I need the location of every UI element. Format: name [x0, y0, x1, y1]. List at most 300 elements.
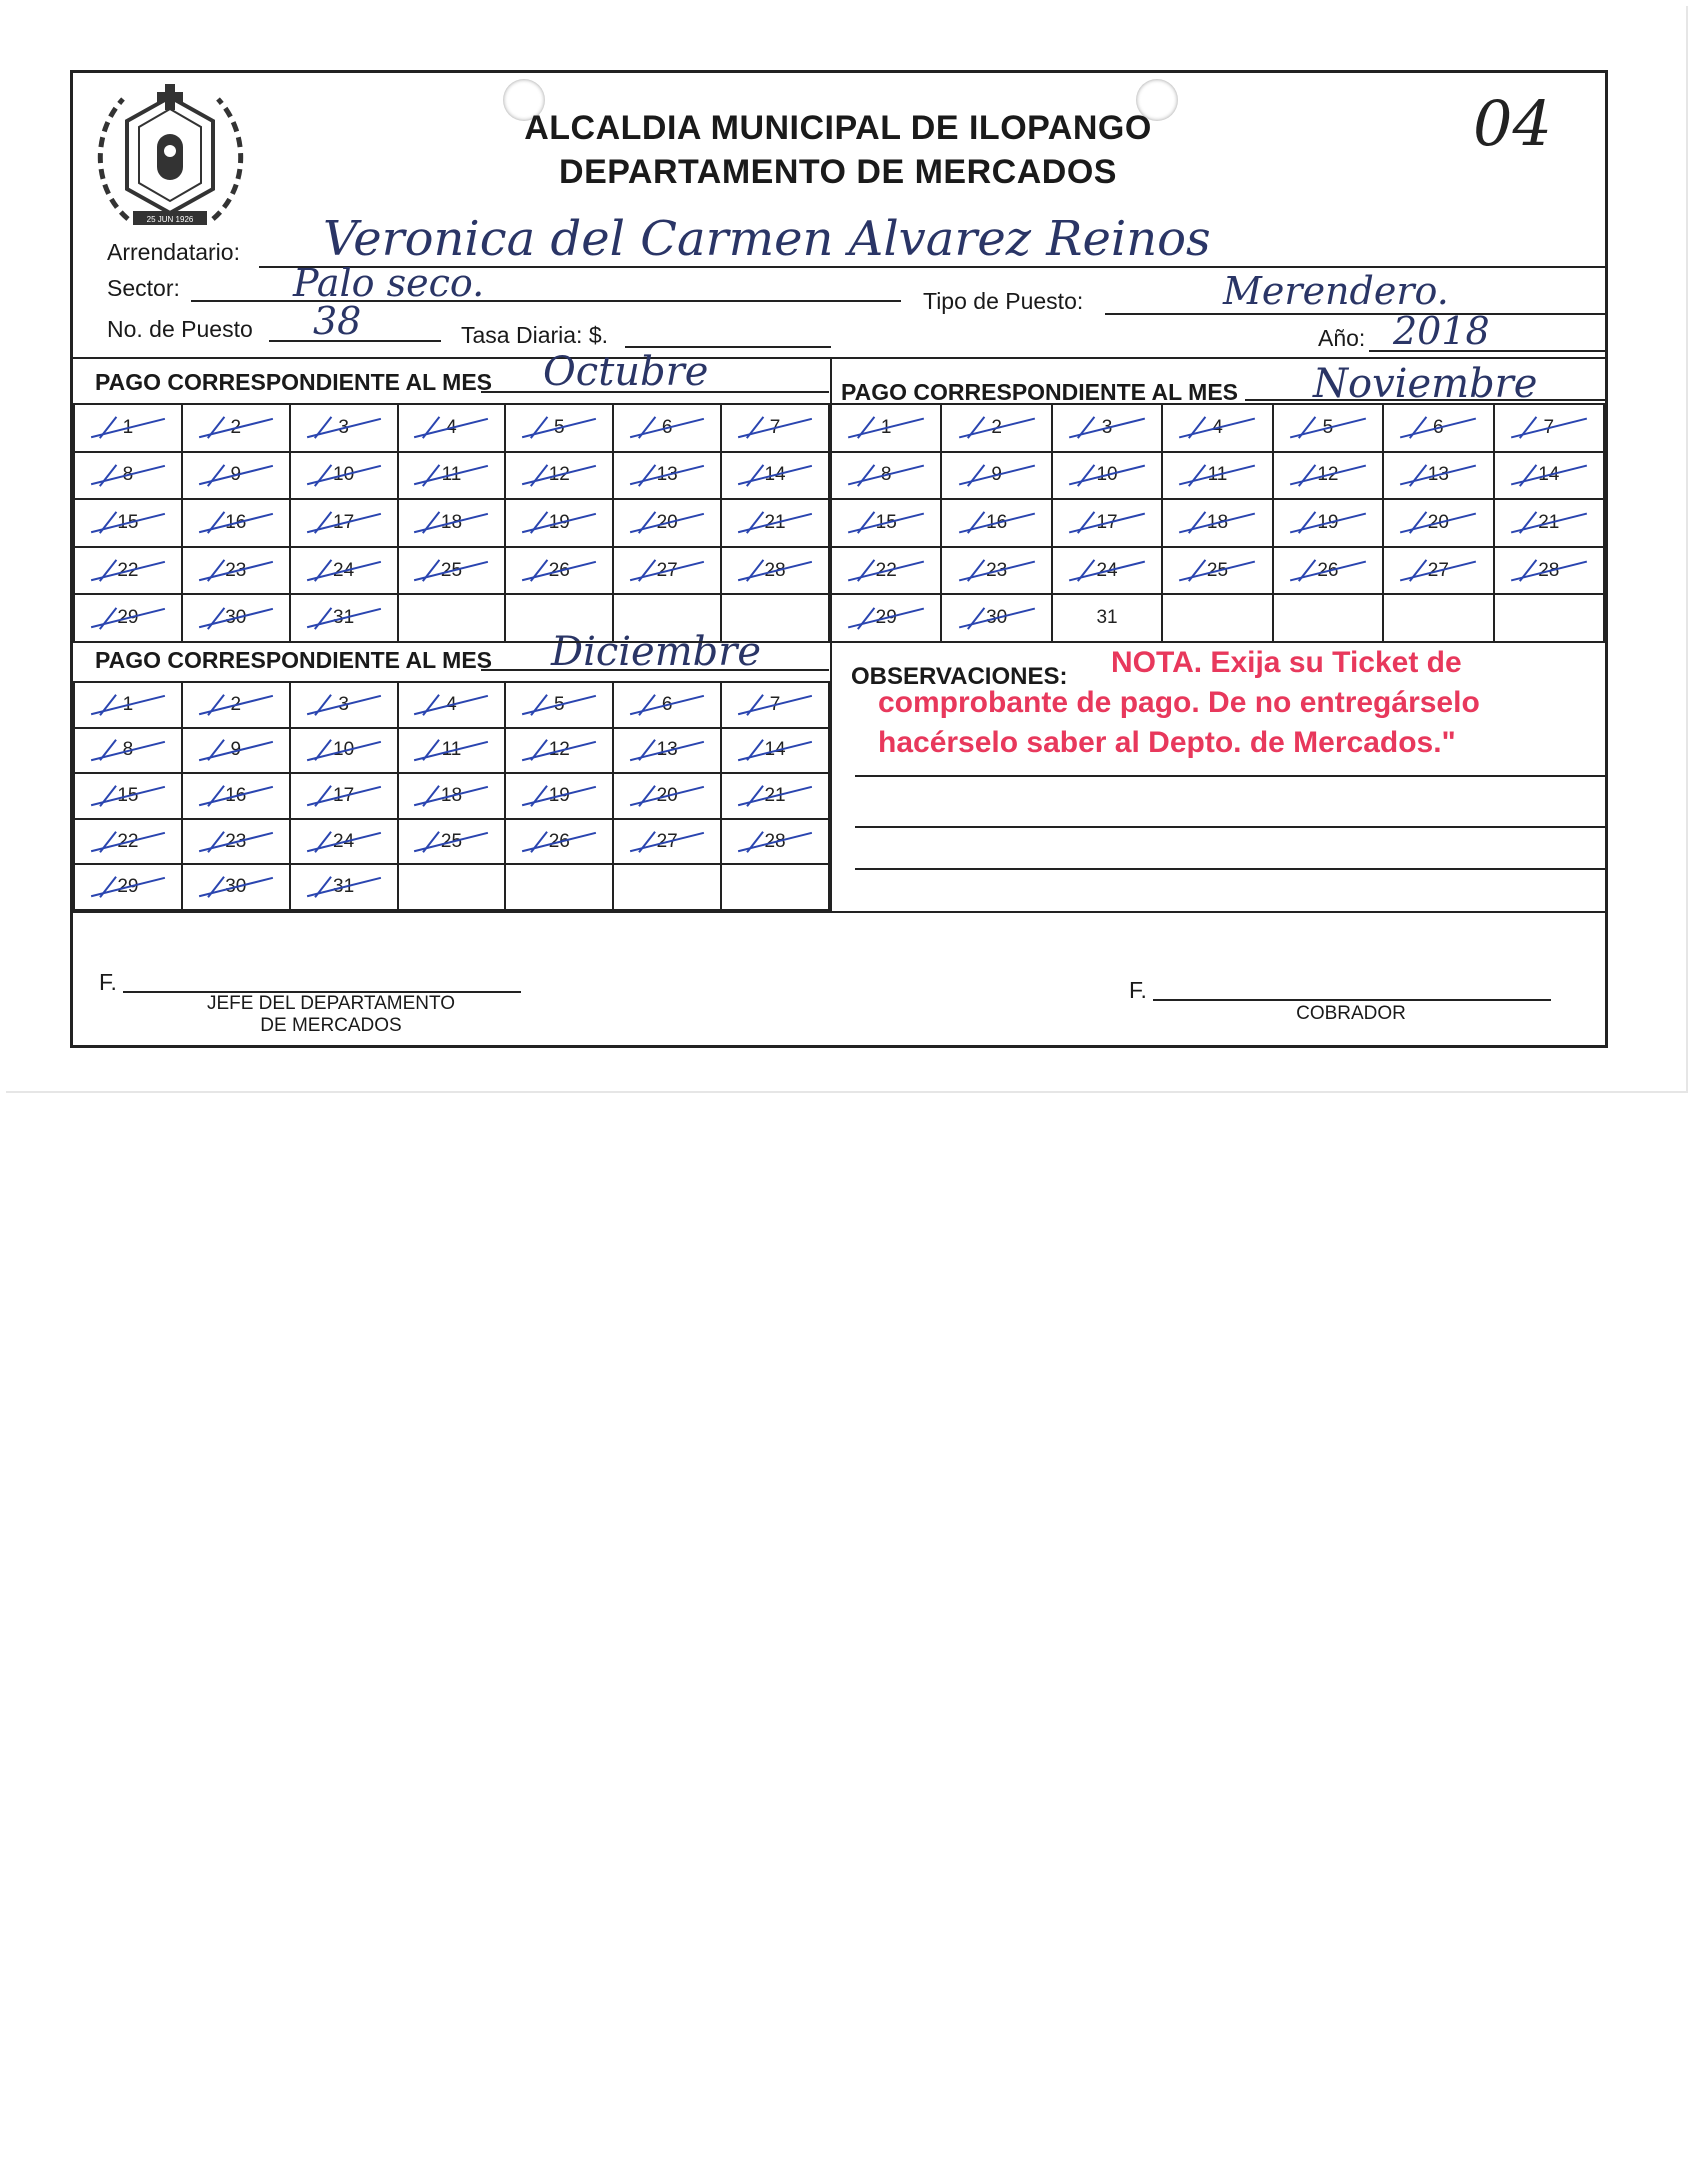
- day-number: 11: [441, 464, 462, 486]
- day-cell: [74, 864, 182, 910]
- day-cell: [505, 499, 613, 547]
- day-cell: [74, 728, 182, 774]
- day-cell: [182, 864, 290, 910]
- day-cell: [398, 452, 506, 500]
- day-number: 27: [656, 830, 678, 852]
- day-number: 26: [548, 830, 570, 852]
- day-number: 16: [225, 511, 247, 533]
- day-number: 15: [117, 784, 139, 806]
- day-number: 13: [656, 739, 678, 761]
- day-cell: [74, 594, 182, 642]
- day-cell: [721, 452, 829, 500]
- day-number: 25: [440, 559, 463, 581]
- month-value-diciembre: Diciembre: [551, 629, 762, 675]
- paid-check-icon: [315, 831, 333, 853]
- paid-check-icon: [206, 416, 224, 439]
- paid-check-icon: [206, 559, 224, 582]
- day-cell: [721, 773, 829, 819]
- day-cell: [721, 404, 829, 452]
- day-cell: [1273, 547, 1383, 595]
- day-cell: [290, 864, 398, 910]
- paid-check-icon: [1298, 512, 1316, 535]
- note-line-3: hacérselo saber al Depto. de Mercados.": [878, 726, 1456, 759]
- grid-row: [74, 547, 829, 595]
- paid-check-icon: [1408, 559, 1426, 582]
- paid-check-icon: [1188, 559, 1206, 582]
- day-cell: [182, 819, 290, 865]
- day-number: 15: [875, 511, 897, 533]
- day-number: 19: [1317, 511, 1339, 533]
- grid-row: [74, 819, 829, 865]
- day-number: 24: [333, 830, 355, 852]
- paid-check-icon: [1077, 416, 1095, 439]
- day-number: 18: [440, 511, 463, 533]
- paid-check-icon: [99, 416, 117, 439]
- day-cell: [182, 728, 290, 774]
- day-cell: [182, 452, 290, 500]
- paid-check-icon: [1408, 512, 1426, 535]
- month-value-noviembre: Noviembre: [1313, 361, 1538, 407]
- paid-check-icon: [746, 464, 764, 487]
- day-number: 15: [117, 511, 139, 533]
- day-number: 17: [333, 784, 355, 806]
- sector-label: Sector:: [107, 275, 180, 301]
- day-number: 12: [548, 739, 570, 761]
- no-puesto-value: 38: [313, 299, 362, 343]
- signature-f-right: F.: [1129, 977, 1147, 1003]
- day-cell: [290, 404, 398, 452]
- day-number: 11: [1207, 464, 1228, 486]
- day-number: 3: [338, 416, 349, 438]
- paid-check-icon: [967, 512, 985, 535]
- day-cell: [398, 547, 506, 595]
- day-number: 5: [554, 416, 565, 438]
- paid-check-icon: [530, 694, 548, 716]
- day-cell: [721, 819, 829, 865]
- day-cell: [1383, 452, 1493, 500]
- day-cell: [182, 499, 290, 547]
- day-number: 8: [122, 464, 134, 486]
- paid-check-icon: [314, 512, 332, 535]
- day-cell: [505, 682, 613, 728]
- day-cell: [613, 682, 721, 728]
- day-number: 6: [661, 693, 673, 715]
- day-cell: [398, 499, 506, 547]
- day-cell: [613, 819, 721, 865]
- day-number: 24: [1096, 559, 1118, 581]
- paid-check-icon: [99, 607, 117, 630]
- day-cell: [74, 404, 182, 452]
- payment-card: [70, 70, 1608, 1048]
- day-number: 6: [661, 416, 673, 438]
- day-cell: [505, 452, 613, 500]
- day-cell: [182, 682, 290, 728]
- day-number: 20: [656, 511, 678, 533]
- paid-check-icon: [638, 416, 656, 439]
- day-cell: [505, 728, 613, 774]
- day-cell: [74, 773, 182, 819]
- signature-f-left: F.: [99, 969, 117, 995]
- day-cell: [290, 499, 398, 547]
- day-number: 2: [991, 416, 1002, 438]
- tipo-puesto-line: [1105, 313, 1605, 315]
- day-number: 31: [333, 607, 355, 629]
- day-cell: [1162, 594, 1272, 642]
- paid-check-icon: [967, 416, 985, 439]
- day-cell: [941, 594, 1051, 642]
- day-cell: [74, 547, 182, 595]
- paid-check-icon: [856, 559, 874, 582]
- day-cell: [1162, 547, 1272, 595]
- day-cell: [505, 594, 613, 642]
- day-number: 9: [230, 464, 242, 486]
- day-number: 4: [1212, 416, 1223, 438]
- day-cell: [1162, 499, 1272, 547]
- day-number: 19: [548, 784, 570, 806]
- day-number: 9: [991, 464, 1002, 486]
- paid-check-icon: [746, 831, 764, 853]
- paid-check-icon: [1188, 512, 1206, 535]
- grid-row: [831, 452, 1604, 500]
- grid-row: [74, 452, 829, 500]
- paid-check-icon: [856, 512, 874, 535]
- day-number: 7: [1543, 416, 1555, 438]
- day-number: 1: [122, 416, 134, 438]
- paid-check-icon: [422, 739, 440, 761]
- paid-check-icon: [967, 464, 985, 487]
- day-number: 30: [225, 876, 247, 898]
- day-number: 5: [1322, 416, 1334, 438]
- municipal-seal-icon: [83, 79, 258, 239]
- paid-check-icon: [315, 785, 333, 807]
- paid-check-icon: [746, 694, 764, 716]
- day-number: 13: [1427, 464, 1449, 486]
- day-number: 21: [1538, 511, 1560, 533]
- divider: [73, 357, 1605, 359]
- day-cell: [1494, 404, 1604, 452]
- day-cell: [1383, 547, 1493, 595]
- paid-check-icon: [1188, 416, 1206, 439]
- paid-check-icon: [99, 512, 117, 535]
- day-number: 5: [554, 693, 565, 715]
- day-cell: [182, 773, 290, 819]
- day-number: 25: [1206, 559, 1229, 581]
- card-number: 04: [1473, 87, 1552, 160]
- paid-check-icon: [315, 694, 333, 716]
- day-cell: [721, 547, 829, 595]
- day-number: 18: [1206, 511, 1229, 533]
- day-number: 8: [880, 464, 892, 486]
- paid-check-icon: [638, 464, 656, 487]
- day-cell: [721, 594, 829, 642]
- month-label-1: PAGO CORRESPONDIENTE AL MES: [95, 369, 493, 395]
- day-cell: [1494, 547, 1604, 595]
- anio-label: Año:: [1318, 325, 1366, 351]
- paid-check-icon: [1077, 559, 1095, 582]
- grid-row: [831, 547, 1604, 595]
- paid-check-icon: [1519, 464, 1537, 487]
- grid-row: [74, 404, 829, 452]
- paid-check-icon: [530, 831, 548, 853]
- day-cell: [1273, 404, 1383, 452]
- day-number: 22: [875, 559, 897, 581]
- paid-check-icon: [422, 464, 440, 487]
- day-number: 28: [1538, 559, 1560, 581]
- paid-check-icon: [422, 512, 440, 535]
- paid-check-icon: [638, 559, 656, 582]
- paid-check-icon: [638, 512, 656, 535]
- day-number: 7: [769, 416, 781, 438]
- day-cell: [1273, 594, 1383, 642]
- diciembre-day-grid: [73, 681, 830, 911]
- paid-check-icon: [1519, 559, 1537, 582]
- day-cell: [613, 594, 721, 642]
- day-cell: [74, 452, 182, 500]
- arrendatario-value: Veronica del Carmen Alvarez Reinos: [323, 211, 1211, 267]
- day-cell: [290, 773, 398, 819]
- tasa-diaria-line: [625, 346, 831, 348]
- day-number: 12: [548, 464, 570, 486]
- paid-check-icon: [206, 607, 224, 630]
- day-cell: [831, 499, 941, 547]
- day-cell: [721, 864, 829, 910]
- paid-check-icon: [99, 559, 117, 582]
- grid-row: [831, 594, 1604, 642]
- day-number: 17: [333, 511, 355, 533]
- day-number: 2: [230, 693, 242, 715]
- octubre-day-grid: [73, 403, 830, 643]
- paid-check-icon: [99, 739, 117, 761]
- day-cell: [721, 682, 829, 728]
- title-line-2: DEPARTAMENTO DE MERCADOS: [559, 153, 1117, 191]
- day-number: 26: [1317, 559, 1339, 581]
- day-number: 1: [880, 416, 892, 438]
- day-cell: [1052, 404, 1162, 452]
- day-number: 19: [548, 511, 570, 533]
- day-number: 3: [1101, 416, 1113, 438]
- paid-check-icon: [1519, 512, 1537, 535]
- day-number: 22: [117, 830, 139, 852]
- day-number: 14: [1538, 464, 1560, 486]
- day-number: 23: [225, 830, 247, 852]
- day-cell: [1162, 452, 1272, 500]
- grid-row: [831, 499, 1604, 547]
- paid-check-icon: [422, 559, 440, 582]
- paid-check-icon: [422, 831, 440, 853]
- day-number: 21: [764, 511, 786, 533]
- day-cell: [290, 728, 398, 774]
- day-cell: [398, 404, 506, 452]
- paid-check-icon: [1519, 416, 1537, 439]
- month-label-2: PAGO CORRESPONDIENTE AL MES: [841, 379, 1239, 405]
- grid-row: [74, 594, 829, 642]
- day-number: 30: [986, 607, 1008, 629]
- paid-check-icon: [207, 876, 225, 898]
- paid-check-icon: [207, 739, 225, 761]
- day-cell: [1052, 499, 1162, 547]
- day-number: 18: [440, 784, 463, 806]
- obs-line: [855, 775, 1605, 777]
- paid-check-icon: [315, 876, 333, 898]
- signature-line-right: [1153, 999, 1551, 1001]
- day-number: 31: [333, 876, 355, 898]
- day-number: 14: [764, 464, 786, 486]
- tipo-puesto-label: Tipo de Puesto:: [923, 288, 1084, 314]
- day-cell: [721, 499, 829, 547]
- day-cell: [1383, 594, 1493, 642]
- paid-check-icon: [99, 831, 117, 853]
- paid-check-icon: [99, 464, 117, 487]
- day-number: 26: [548, 559, 570, 581]
- day-cell: [831, 404, 941, 452]
- day-number: 21: [764, 784, 786, 806]
- paid-check-icon: [638, 831, 656, 853]
- month-label-3: PAGO CORRESPONDIENTE AL MES: [95, 647, 493, 673]
- day-cell: [831, 452, 941, 500]
- day-number: 13: [656, 464, 678, 486]
- paid-check-icon: [207, 831, 225, 853]
- day-number: 16: [225, 784, 247, 806]
- paid-check-icon: [206, 512, 224, 535]
- day-cell: [74, 499, 182, 547]
- obs-line: [855, 826, 1605, 828]
- tasa-diaria-label: Tasa Diaria: $.: [461, 322, 609, 348]
- paid-check-icon: [530, 464, 548, 487]
- day-cell: [1052, 547, 1162, 595]
- day-cell: [1052, 594, 1162, 642]
- paid-check-icon: [530, 416, 548, 439]
- month-value-octubre: Octubre: [543, 349, 709, 395]
- day-number: 6: [1433, 416, 1444, 438]
- paid-check-icon: [207, 694, 225, 716]
- day-cell: [941, 547, 1051, 595]
- day-number: 31: [1096, 607, 1118, 629]
- paid-check-icon: [422, 416, 440, 439]
- day-number: 16: [986, 511, 1008, 533]
- paid-check-icon: [315, 739, 333, 761]
- day-number: 4: [446, 416, 457, 438]
- day-number: 29: [117, 876, 139, 898]
- day-cell: [941, 404, 1051, 452]
- signature-caption-right: COBRADOR: [1296, 1003, 1406, 1024]
- day-cell: [182, 594, 290, 642]
- note-line-1: NOTA. Exija su Ticket de: [1111, 646, 1462, 679]
- day-cell: [613, 864, 721, 910]
- day-number: 23: [986, 559, 1008, 581]
- note-line-2: comprobante de pago. De no entregárselo: [878, 686, 1480, 719]
- paid-check-icon: [314, 559, 332, 582]
- paid-check-icon: [422, 785, 440, 807]
- day-cell: [721, 728, 829, 774]
- day-number: 29: [117, 607, 139, 629]
- grid-row: [74, 682, 829, 728]
- paid-check-icon: [856, 607, 874, 630]
- day-cell: [505, 819, 613, 865]
- day-cell: [613, 728, 721, 774]
- day-cell: [290, 452, 398, 500]
- paid-check-icon: [638, 694, 656, 716]
- paid-check-icon: [1408, 464, 1426, 487]
- paid-check-icon: [638, 739, 656, 761]
- day-cell: [1383, 404, 1493, 452]
- day-cell: [74, 682, 182, 728]
- paid-check-icon: [206, 464, 224, 487]
- day-number: 9: [230, 739, 242, 761]
- observaciones-label: OBSERVACIONES:: [851, 663, 1068, 690]
- paid-check-icon: [422, 694, 440, 716]
- day-cell: [398, 682, 506, 728]
- day-cell: [290, 819, 398, 865]
- day-number: 10: [333, 739, 355, 761]
- day-cell: [613, 404, 721, 452]
- day-cell: [1494, 594, 1604, 642]
- paid-check-icon: [746, 739, 764, 761]
- paid-check-icon: [1077, 512, 1095, 535]
- day-number: 28: [764, 830, 786, 852]
- day-cell: [182, 547, 290, 595]
- day-number: 27: [656, 559, 678, 581]
- day-cell: [831, 547, 941, 595]
- arrendatario-label: Arrendatario:: [107, 239, 240, 265]
- grid-row: [74, 499, 829, 547]
- day-cell: [398, 594, 506, 642]
- day-number: 29: [875, 607, 897, 629]
- day-number: 7: [769, 693, 781, 715]
- day-cell: [1162, 404, 1272, 452]
- paid-check-icon: [99, 694, 117, 716]
- grid-row: [74, 773, 829, 819]
- paid-check-icon: [530, 559, 548, 582]
- day-number: 25: [440, 830, 463, 852]
- day-cell: [1494, 452, 1604, 500]
- day-number: 2: [230, 416, 242, 438]
- day-cell: [505, 864, 613, 910]
- paid-check-icon: [1298, 416, 1316, 439]
- day-cell: [290, 682, 398, 728]
- paid-check-icon: [314, 607, 332, 630]
- noviembre-day-grid: [830, 403, 1605, 643]
- day-cell: [1494, 499, 1604, 547]
- day-number: 11: [441, 739, 462, 761]
- day-cell: [398, 728, 506, 774]
- day-cell: [290, 594, 398, 642]
- paid-check-icon: [530, 512, 548, 535]
- paid-check-icon: [99, 785, 117, 807]
- day-cell: [1273, 499, 1383, 547]
- day-cell: [290, 547, 398, 595]
- day-cell: [398, 819, 506, 865]
- paid-check-icon: [967, 559, 985, 582]
- paid-check-icon: [638, 785, 656, 807]
- obs-line: [855, 868, 1605, 870]
- day-number: 10: [333, 464, 355, 486]
- day-cell: [831, 594, 941, 642]
- day-number: 1: [122, 693, 134, 715]
- day-cell: [398, 864, 506, 910]
- day-cell: [613, 499, 721, 547]
- signature-caption-left-2: DE MERCADOS: [260, 1015, 402, 1036]
- day-cell: [1383, 499, 1493, 547]
- day-number: 22: [117, 559, 139, 581]
- day-cell: [613, 547, 721, 595]
- title-line-1: ALCALDIA MUNICIPAL DE ILOPANGO: [524, 109, 1152, 147]
- paid-check-icon: [1077, 464, 1095, 487]
- anio-value: 2018: [1393, 309, 1490, 353]
- paid-check-icon: [1298, 464, 1316, 487]
- paid-check-icon: [746, 785, 764, 807]
- day-cell: [182, 404, 290, 452]
- paid-check-icon: [99, 876, 117, 898]
